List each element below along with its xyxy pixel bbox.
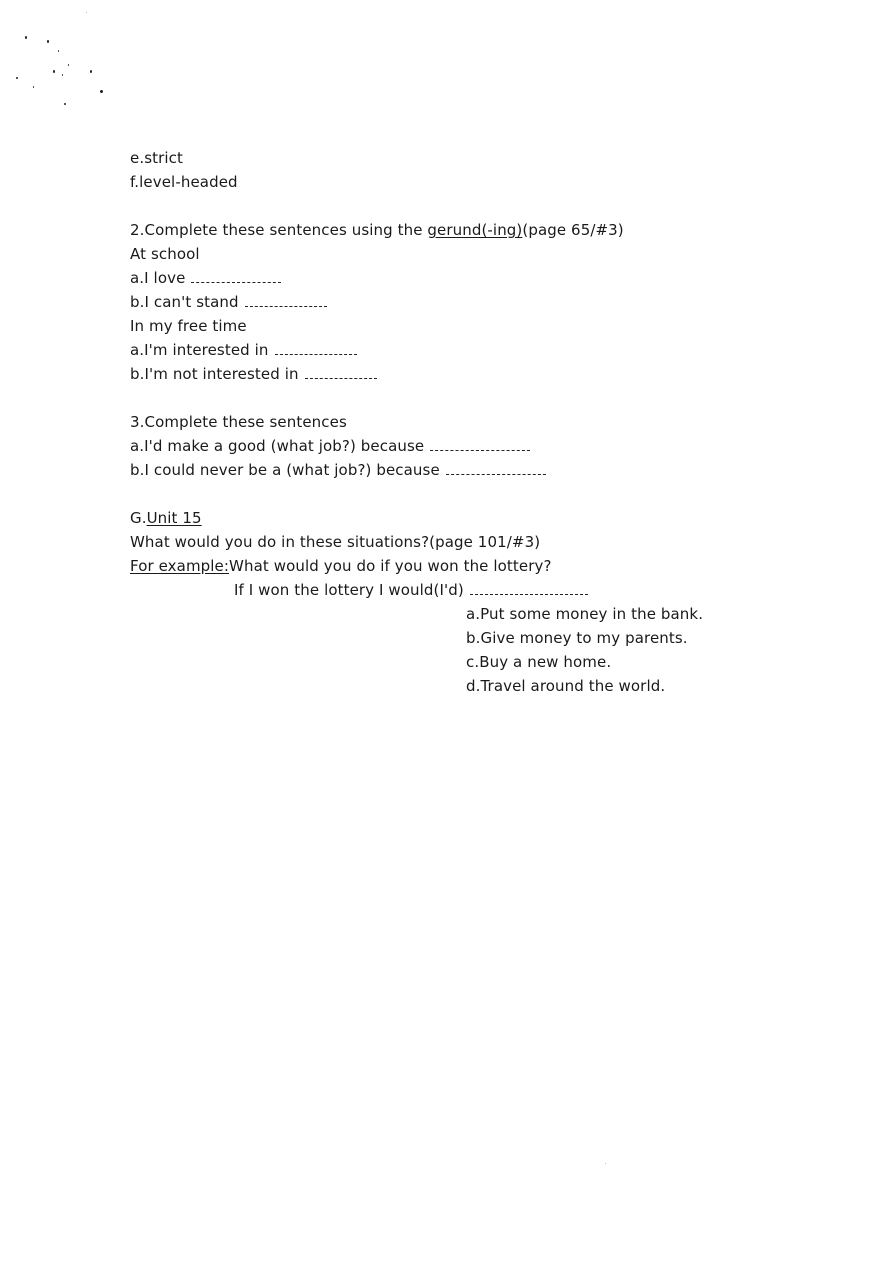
scan-speck [53,70,55,73]
question-2: 2.Complete these sentences using the gerund(-ing)(page 65/#3) [130,221,624,239]
option-c: c.Buy a new home. [466,653,612,671]
scan-speck [16,77,18,79]
scan-speck [33,86,34,88]
answer-blank [446,462,546,475]
section-g: G.Unit 15 [130,509,202,527]
item-not-interested: b.I'm not interested in [130,362,377,386]
answer-blank [430,438,530,451]
answer-e: e.strict [130,149,183,167]
scan-speck [47,40,49,43]
answer-blank [275,342,357,355]
scan-speck [58,50,59,52]
answer-f: f.level-headed [130,173,238,191]
item-good-job: a.I'd make a good (what job?) because [130,434,530,458]
item-love: a.I love [130,266,281,290]
item-never-job: b.I could never be a (what job?) because [130,458,546,482]
situations-prompt: What would you do in these situations?(page 101/#3) [130,533,541,551]
if-won-line: If I won the lottery I would(I'd) [234,578,588,602]
answer-blank [245,294,327,307]
scan-speck [605,1163,606,1164]
scan-speck [62,74,63,76]
item-cant-stand: b.I can't stand [130,290,327,314]
heading-free-time: In my free time [130,317,247,335]
scan-speck [90,70,92,73]
unit-label: Unit 15 [146,509,202,527]
answer-blank [470,582,588,595]
scan-speck [100,90,103,93]
answer-blank [305,366,377,379]
option-b: b.Give money to my parents. [466,629,688,647]
option-d: d.Travel around the world. [466,677,666,695]
example-line: For example:What would you do if you won the lottery? [130,557,552,575]
gerund-link: gerund(-ing) [427,221,523,239]
scan-speck [64,103,66,105]
question-3: 3.Complete these sentences [130,413,347,431]
scan-speck [86,12,87,13]
option-a: a.Put some money in the bank. [466,605,704,623]
example-label: For example: [130,557,230,575]
scan-speck [25,36,27,39]
answer-blank [191,270,281,283]
heading-at-school: At school [130,245,200,263]
scan-speck [68,64,69,66]
item-interested: a.I'm interested in [130,338,357,362]
